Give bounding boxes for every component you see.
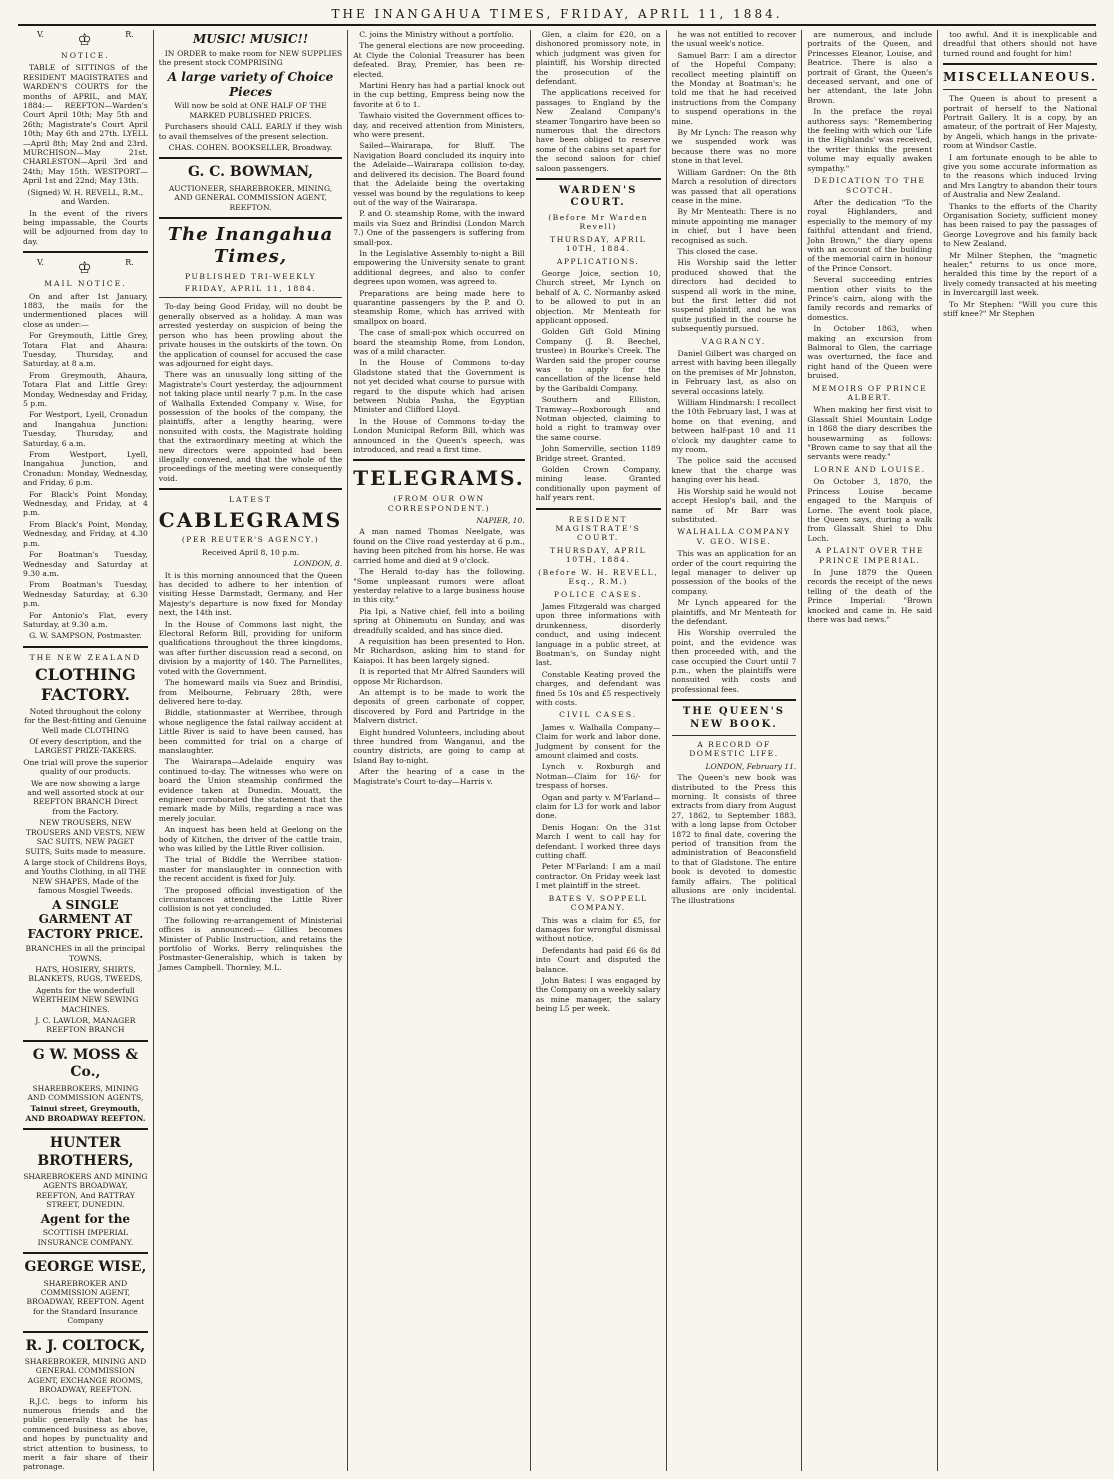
miscellaneous-heading: MISCELLANEOUS. (943, 70, 1098, 85)
rm-court-heading: RESIDENT MAGISTRATE'S COURT. (555, 514, 641, 543)
notice-body: TABLE of SITTINGS of the RESIDENT MAGISTRATES and WARDEN'S COURTS for the months of APRIL, and MAY, 1884:— REEFTON—Warden's Court April 10th; May 5th and 26th; Magistrate's Court April 10th; May 6th and 27th. LYELL—April 8th; May 2nd and 23rd. MURCHISON—May 21st. CHARLESTON—April 3rd and 24th; May 15th. WESTPORT—April 1st and 22nd; May 13th. (23, 63, 148, 186)
wardens-court-heading: WARDEN'S COURT. (558, 185, 638, 209)
royal-crest-icon: ♔ (77, 30, 92, 49)
notice-tail: In the event of the rivers being impassable, the Courts will be adjourned from day to day. (23, 208, 148, 246)
masthead (18, 4, 1096, 26)
hunter-heading: HUNTER BROTHERS, (37, 1135, 134, 1169)
column-3: C. joins the Ministry without a portfolio. The general elections are now proceeding. At Clyde the Colonial Treasurer has been defeated. Bray, Premier, has been re-elected. Martini Henry has had a partial knock out in the cup betting, Empress being now the favorite at 6 to 1. Tawhaio visited the Government offices to-day, and received attention from Ministers, who were present. Sailed—Wairarapa, for Bluff. The Navigation Board concluded its inquiry into the Adelaide—Wairarapa collision to-day, and delivered its decision. The Board found that the Adelaide being the overtaking vessel was bound by the regulations to keep out of the way of the Wairarapa. P. and O. steamship Rome, with the inward mails via Suez and Brindisi (London March 7.) One of the passengers is suffering from small-pox. In the Legislative Assembly to-night a Bill empowering the University senate to grant additional degrees, and also to confer degrees upon women, was agreed to. Preparations are being made here to quarantine passengers by the P. and O. steamship Rome, which has arrived with smallpox on board. The case of small-pox which occurred on board the steamship Rome, from London, was of a mild character. In the House of Commons to-day Gladstone stated that the Government is not yet decided what course to pursue with regard to the dispute which had arisen between Nubia Pasha, the Egyptian Minister and Clifford Lloyd. In the House of Commons to-day the London Municipal Reform Bill, which was announced in the Queen's speech, was introduced, and read a first time. TELEGRAMS. (FROM OUR OWN CORRESPONDENT.) NAPIER, 10. A man named Thomas Neelgate, was found on the Clive road yesterday at 6 p.m., having been pitched from his horse. He was carried home and died at 9 o'clock. The Herald to-day has the following. "Some unpleasant rumors were afloat yesterday relative to a large business house in this city." Pia Ipi, a Native chief, fell into a boiling spring at Ohinemutu on Sunday, and was dreadfully scalded, and has since died. A requisition has been presented to Hon. Mr Richardson, asking him to stand for Kaiapoi. It has been largely signed. It is reported that Mr Alfred Saunders will oppose Mr Richardson. An attempt is to be made to work the deposits of green carbonate of copper, discovered by Ford and Partridge in the Malvern district. Eight hundred Volunteers, including about three hundred from Wanganui, and the country districts, are going to camp at Island Bay to-night. After the hearing of a case in the Magistrate's Court to-day—Harris v. (348, 30, 530, 1471)
clothing-factory-heading: CLOTHING FACTORY. (35, 665, 136, 704)
mail-notice-heading: MAIL NOTICE. (44, 279, 127, 289)
coltock-heading: R. J. COLTOCK, (25, 1337, 146, 1354)
column-2: MUSIC! MUSIC!! IN ORDER to make room for NEW SUPPLIES the present stock COMPRISING A large variety of Choice Pieces Will now be sold at ONE HALF OF THE MARKED PUBLISHED PRICES. Purchasers should CALL EARLY if they wish to avail themselves of the present selection. CHAS. COHEN. BOOKSELLER, Broadway. G. C. BOWMAN, AUCTIONEER, SHAREBROKER, MINING, AND GENERAL COMMISSION AGENT, REEFTON. The Inangahua Times, PUBLISHED TRI-WEEKLY FRIDAY, APRIL 11, 1884. To-day being Good Friday, will no doubt be generally observed as a holiday. A man was arrested yesterday on suspicion of being the person who has been prowling about the private houses in the outskirts of the town. On the application of counsel for accused the case was adjourned for eight days. There was an unusually long sitting of the Magistrate's Court yesterday, the adjournment not taking place until nearly 7 p.m. In the case of Walhalla Extended Company v. Wise, for possession of the books of the company, the plaintiffs, after a lengthy hearing, were nonsuited with costs, the Magistrate holding that the extraordinary meeting at which the new directors were appointed had been illegally convened, and that the whole of the proceedings of the meeting were consequently void. LATEST CABLEGRAMS (PER REUTER'S AGENCY.) Received April 8, 10 p.m. LONDON, 8. It is this morning announced that the Queen has decided to adhere to her intention of visiting Hesse Darmstadt, Germany, and Her Majesty's departure is now fixed for Monday next, the 14th inst. In the House of Commons last night, the Electoral Reform Bill, providing for uniform qualifications throughout the three kingdoms, was after further discussion read a second, on division by a majority of 140. The Parnellites, voted with the Government. The homeward mails via Suez and Brindisi, from Melbourne, February 28th, were delivered here to-day. Biddle, stationmaster at Werribee, through whose negligence the fatal railway accident at Little River is said to have been caused, has been committed for trial on a charge of manslaughter. The Wairarapa—Adelaide enquiry was continued to-day. The witnesses who were on board the Union steamship confirmed the evidence taken at Dunedin. Mouatt, the engineer corroborated the statement that the remark made by Mills, regarding a race was merely jocular. An inquest has been held at Geelong on the body of Kitchen, the driver of the cattle train, who was killed by the Little River collision. The trial of Biddle the Werribee station-master for manslaughter in connection with the recent accident is fixed for July. The proposed official investigation of the circumstances attending the Little River collision is not yet concluded. The following re-arrangement of Ministerial offices is announced:— Gillies becomes Minister of Public Instruction, and retains the portfolio of Works. Berry relinquishes the Postmaster-Generalship, which is taken by James Campbell. Thornley, M.L. (154, 30, 348, 1471)
columns (18, 30, 1102, 1471)
issue-date: FRIDAY, APRIL 11, 1884. (184, 284, 317, 294)
queens-book-heading: THE QUEEN'S NEW BOOK. (682, 706, 785, 730)
notice-signature: (Signed) W. H. REVELL, R.M., and Warden. (27, 187, 144, 207)
column-7: too awful. And it is inexplicable and dreadful that others should not have turned round and fought for him! MISCELLANEOUS. The Queen is about to present a portrait of herself to the National Portrait Gallery. It is a copy, by an amateur, of the portrait of Her Majesty, by Angeli, which hangs in the private-room at Windsor Castle. I am fortunate enough to be able to give you some accurate information as to the reasons which induced Irving and Mrs Langtry to abandon their tours of Australia and New Zealand. Thanks to the efforts of the Charity Organisation Society, sufficient money has been raised to pay the passages of George Lovegrove and his family back to New Zealand. Mr Milner Stephen, the "magnetic healer," returns to us once more, heralded this time by the report of a lively comedy transacted at his meeting in Invercargill last week. To Mr Stephen: "Will you cure this stiff knee?" Mr Stephen (943, 30, 1098, 319)
moss-heading: G W. MOSS & Co., (32, 1046, 139, 1081)
paper-nameplate: The Inangahua Times, (167, 224, 334, 268)
masthead-title: THE INANGAHUA TIMES, FRIDAY, APRIL 11, 1884. (331, 7, 783, 21)
column-4: Glen, a claim for £20, on a dishonored promissory note, in which judgment was given for plaintiff, his Worship directed the prosecution of the defendant. The applications received for passages to England by the New Zealand Company's steamer Tongariro have been so numerous that the directors have been obliged to reserve some of the cabins set apart for the second saloon for chief saloon passengers. WARDEN'S COURT. (Before Mr Warden Revell) THURSDAY, APRIL 10TH, 1884. APPLICATIONS. George Joice, section 10, Church street, Mr Lynch on behalf of A. C. Normanby asked to be allowed to put in an objection. Mr Menteath for applicant opposed. Golden Gift Gold Mining Company (J. B. Beechel, trustee) in Bourke's Creek. The Warden said the proper course was to apply for the cancellation of the license held by the Garibaldi Company. Southern and Elliston, Tramway—Roxborough and Notman objected, claiming to hold a right to tramway over the same course. John Somerville, section 1189 Bridge street. Granted. Golden Crown Company, mining lease. Granted conditionally upon payment of half years rent. RESIDENT MAGISTRATE'S COURT. THURSDAY, APRIL 10TH, 1884. (Before W. H. REVELL, Esq., R.M.) POLICE CASES. James Fitzgerald was charged upon three informations with drunkenness, disorderly conduct, and using indecent language in a public street, at Boatman's, on Sunday night last. Constable Keating proved the charges, and defendant was fined 5s 10s and £5 respectively with costs. CIVIL CASES. James v. Walhalla Company—Claim for work and labor done. Judgment by consent for the amount claimed and costs. Lynch v. Roxburgh and Notman—Claim for 16/- for trespass of horses. Ogan and party v. M'Farland—claim for L3 for work and labor done. Denis Hogan: On the 31st March I went to call hay for defendant. I worked three days cutting chaff. Peter M'Farland: I am a mail contractor. On Friday week last I met plaintiff in the street. BATES V. SOPPELL COMPANY. This was a claim for £5, for damages for wrongful dismissal without notice. Defendants had paid £6 6s 8d into Court and disputed the balance. John Bates: I was engaged by the Company on a weekly salary as mine manager, the salary being L5 per week. (531, 30, 667, 1471)
notice-heading: NOTICE. (61, 51, 110, 60)
mail-signature: G. W. SAMPSON, Postmaster. (29, 631, 142, 641)
column-1: V. ♔ R. NOTICE. TABLE of SITTINGS of the RESIDENT MAGISTRATES and WARDEN'S COURTS for the months of APRIL, and MAY, 1884:— REEFTON—Warden's Court April 10th; May 5th and 26th; Magistrate's Court April 10th; May 6th and 27th. LYELL—April 8th; May 2nd and 23rd. MURCHISON—May 21st. CHARLESTON—April 3rd and 24th; May 15th. WESTPORT—April 1st and 22nd; May 13th. (Signed) W. H. REVELL, R.M., and Warden. In the event of the rivers being impassable, the Courts will be adjourned from day to day. V. ♔ R. MAIL NOTICE. On and after 1st January, 1883, the mails for the undermentioned places will close as under:— For Greymouth, Little Grey, Totara Flat and Ahaura: Tuesday, Thursday, and Saturday, at 8 a.m. From Greymouth, Ahaura, Totara Flat and Little Grey: Monday, Wednesday and Friday, 5 p.m. For Westport, Lyell, Cronadun and Inangahua Junction: Tuesday, Thursday, and Saturday, 6 a.m. From Westport, Lyell, Inangahua Junction, and Cronadun: Monday, Wednesday, and Friday, 6 p.m. For Black's Point Monday, Wednesday, and Friday, at 4 p.m. From Black's Point, Monday, Wednesday, and Friday, at 4.30 p.m. For Boatman's Tuesday, Wednesday and Saturday at 9.30 a.m. From Boatman's Tuesday, Wednesday Saturday, at 6.30 p.m. For Antonio's Flat, every Saturday, at 9.30 a.m. G. W. SAMPSON, Postmaster. THE NEW ZEALAND CLOTHING FACTORY. Noted throughout the colony for the Best-fitting and Genuine Well made CLOTHING Of every description, and the LARGEST PRIZE-TAKERS. One trial will prove the superior quality of our products. We are now showing a large and well assorted stock at our REEFTON BRANCH Direct from the Factory. NEW TROUSERS, NEW TROUSERS AND VESTS, NEW SAC SUITS, NEW PAGET SUITS, Suits made to measure. A large stock of Childrens Boys, and Youths Clothing, in all THE NEW SHAPES, Made of the famous Mosgiel Tweeds. A SINGLE GARMENT AT FACTORY PRICE. BRANCHES in all the principal TOWNS. HATS, HOSIERY, SHIRTS, BLANKETS, RUGS, TWEEDS, Agents for the wonderfull WERTHEIM NEW SEWING MACHINES. J. C. LAWLOR, MANAGER REEFTON BRANCH G W. MOSS & Co., SHAREBROKERS, MINING AND COMMISSION AGENTS, Tainui street, Greymouth, AND BROADWAY REEFTON. HUNTER BROTHERS, SHAREBROKERS AND MINING AGENTS BROADWAY, REEFTON, And RATTRAY STREET, DUNEDIN. Agent for the SCOTTISH IMPERIAL INSURANCE COMPANY. GEORGE WISE, SHAREBROKER AND COMMISSION AGENT, BROADWAY, REEFTON. Agent for the Standard Insurance Company R. J. COLTOCK, SHAREBROKER, MINING AND GENERAL COMMISSION AGENT, EXCHANGE ROOMS, BROADWAY, REEFTON. R.J.C. begs to inform his numerous friends and the public generally that he has commenced business as above, and hopes by punctuality and strict attention to business, to merit a fair share of their patronage. (18, 30, 154, 1471)
bowman-heading: G. C. BOWMAN, (188, 164, 314, 181)
wise-heading: GEORGE WISE, (24, 1259, 147, 1276)
royal-crest-icon: ♔ (77, 258, 92, 278)
vr-header-2: V. ♔ R. (37, 258, 134, 278)
music-heading: MUSIC! MUSIC!! (192, 32, 309, 46)
vr-header: V. ♔ R. (37, 30, 134, 49)
column-6: are numerous, and include portraits of the Queen, and Princesses Eleanor, Louise, and Beatrice. There is also a portrait of Grant, the Queen's deceased servant, and one of her attendant, the late John Brown. In the preface the royal authoress says: "Remembering the feeling with which our 'Life in the Highlands' was received, the writer thinks the present volume may equally awaken sympathy." DEDICATION TO THE SCOTCH. After the dedication "To the royal Highlanders, and especially to the memory of my faithful attendant and friend, John Brown," the diary opens with an account of the building of the memorial cairn in honour of the Prince Consort. Several succeeding entries mention other visits to the Prince's cairn, along with the family records and remarks of domestics. In October 1863, when making an excursion from Balmoral to Glen, the carriage was overturned, the face and right hand of the Queen were bruised. MEMOIRS OF PRINCE ALBERT. When making her first visit to Glassalt Shiel Mountain Lodge in 1868 the diary describes the housewarming as follows: "Brown came to say that all the servants were ready." LORNE AND LOUISE. On October 3, 1870, the Princess Louise became engaged to the Marquis of Lorne. The event took place, the Queen says, during a walk from Glassalt Shiel to Dhu Loch. A PLAINT OVER THE PRINCE IMPERIAL. In June 1879 the Queen records the receipt of the news telling of the death of the Prince Imperial: "Brown knocked and came in. He said there was bad news." (802, 30, 938, 1471)
cablegrams-heading: CABLEGRAMS (158, 507, 343, 532)
column-5: he was not entitled to recover the usual week's notice. Samuel Barr: I am a director of the Hopeful Company; recollect meeting plaintiff on the Monday at Boatman's; he told me that he had received instructions from the Company to suspend operations in the mine. By Mr Lynch: The reason why we suspended work was because there was no more stone in that level. William Gardner: On the 8th March a resolution of directors was passed that all operations cease in the mine. By Mr Menteath: There is no minute appointing me manager in chief, but I have been recognised as such. This closed the case. His Worship said the letter produced showed that the directors had decided to suspend all work in the mine, but the first letter did not suspend plaintiff, and he was quite justified in the course he subsequently pursued. VAGRANCY. Daniel Gilbert was charged on arrest with having been illegally on the premises of Mr Johnston, in February last, as also on several occasions lately. William Hindmarsh: I recollect the 10th February last, I was at home on that evening, and between half-past 10 and 11 o'clock my daughter came to my room. The police said the accused knew that the charge was hanging over his head. His Worship said he would not accept Heslop's bail, and the name of Mr Barr was substituted. WALHALLA COMPANY V. GEO. WISE. This was an application for an order of the court requiring the legal manager to deliver up possession of the books of the company. Mr Lynch appeared for the plaintiffs, and Mr Menteath for the defendant. His Worship overruled the point, and the evidence was then proceeded with, and the case occupied the Court until 7 p.m., when the plaintiffs were nonsuited with costs and professional fees. THE QUEEN'S NEW BOOK. A RECORD OF DOMESTIC LIFE. LONDON, February 11. The Queen's new book was distributed to the Press this morning. It consists of three extracts from diary from August 27, 1862, to September 1883, with a long lapse from October 1872 to final date, covering the period of transition from the administration of Beaconsfield to that of Gladstone. The entire book is devoted to domestic family affairs. The political allusions are only incidental. The illustrations (667, 30, 803, 1471)
telegrams-heading: TELEGRAMS. (353, 466, 525, 491)
